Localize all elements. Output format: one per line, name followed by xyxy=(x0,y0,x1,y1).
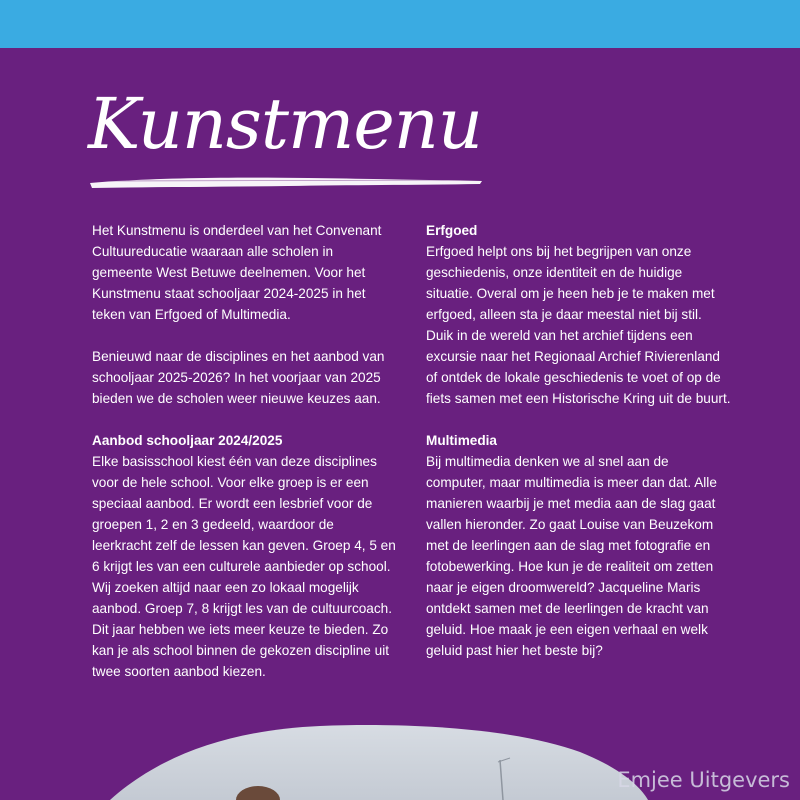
curious-paragraph: Benieuwd naar de disciplines en het aanbod van schooljaar 2025-2026? In het voorjaar van 2025 bieden we de scholen weer nieuwe keuzes aan. xyxy=(92,349,385,406)
multimedia-paragraph: Bij multimedia denken we al snel aan de computer, maar multimedia is meer dan dat. Alle manieren waarbij je met media aan de slag gaat vallen hieronder. Zo gaat Louise van Beuzekom met de leerlingen aan de slag met fotografie en fotobewerking. Hoe kun je de realiteit om zetten naar je eigen droomwereld? Jacqueline Maris ontdekt samen met de leerlingen de kracht van geluid. Hoe maak je een eigen verhaal en welk geluid past hier het beste bij? xyxy=(426,454,717,658)
right-column xyxy=(426,220,731,682)
left-column xyxy=(92,220,397,703)
page-title: Kunstmenu xyxy=(88,83,482,165)
watermark-text: Emjee Uitgevers xyxy=(617,768,790,792)
brush-stroke-underline xyxy=(88,174,484,190)
multimedia-heading: Multimedia xyxy=(426,433,497,448)
erfgoed-paragraph: Erfgoed helpt ons bij het begrijpen van onze geschiedenis, onze identiteit en de huidige situatie. Overal om je heen heb je te maken met erfgoed, alleen sta je daar meestal niet bij stil. Duik in de wereld van het archief tijdens een excursie naar het Regionaal Archief Rivierenland of ontdek de lokale geschiedenis te voet of op de fiets samen met een Historische Kring uit de buurt. xyxy=(426,244,731,406)
top-color-band xyxy=(0,0,800,48)
erfgoed-heading: Erfgoed xyxy=(426,223,478,238)
intro-paragraph: Het Kunstmenu is onderdeel van het Convenant Cultuureducatie waaraan alle scholen in gemeente West Betuwe deelnemen. Voor het Kunstmenu staat schooljaar 2024-2025 in het teken van Erfgoed of Multimedia. xyxy=(92,223,382,322)
aanbod-paragraph: Elke basisschool kiest één van deze disciplines voor de hele school. Voor elke groep is er een speciaal aanbod. Er wordt een lesbrief voor de groepen 1, 2 en 3 gedeeld, waardoor de leerkracht zelf de lessen kan geven. Groep 4, 5 en 6 krijgt les van een culturele aanbieder op school. Wij zoeken altijd naar een zo lokaal mogelijk aanbod. Groep 7, 8 krijgt les van de cultuurcoach. Dit jaar hebben we iets meer keuze te bieden. Zo kan je als school binnen de gekozen discipline uit twee soorten aanbod kiezen. xyxy=(92,454,396,679)
aanbod-heading: Aanbod schooljaar 2024/2025 xyxy=(92,433,283,448)
